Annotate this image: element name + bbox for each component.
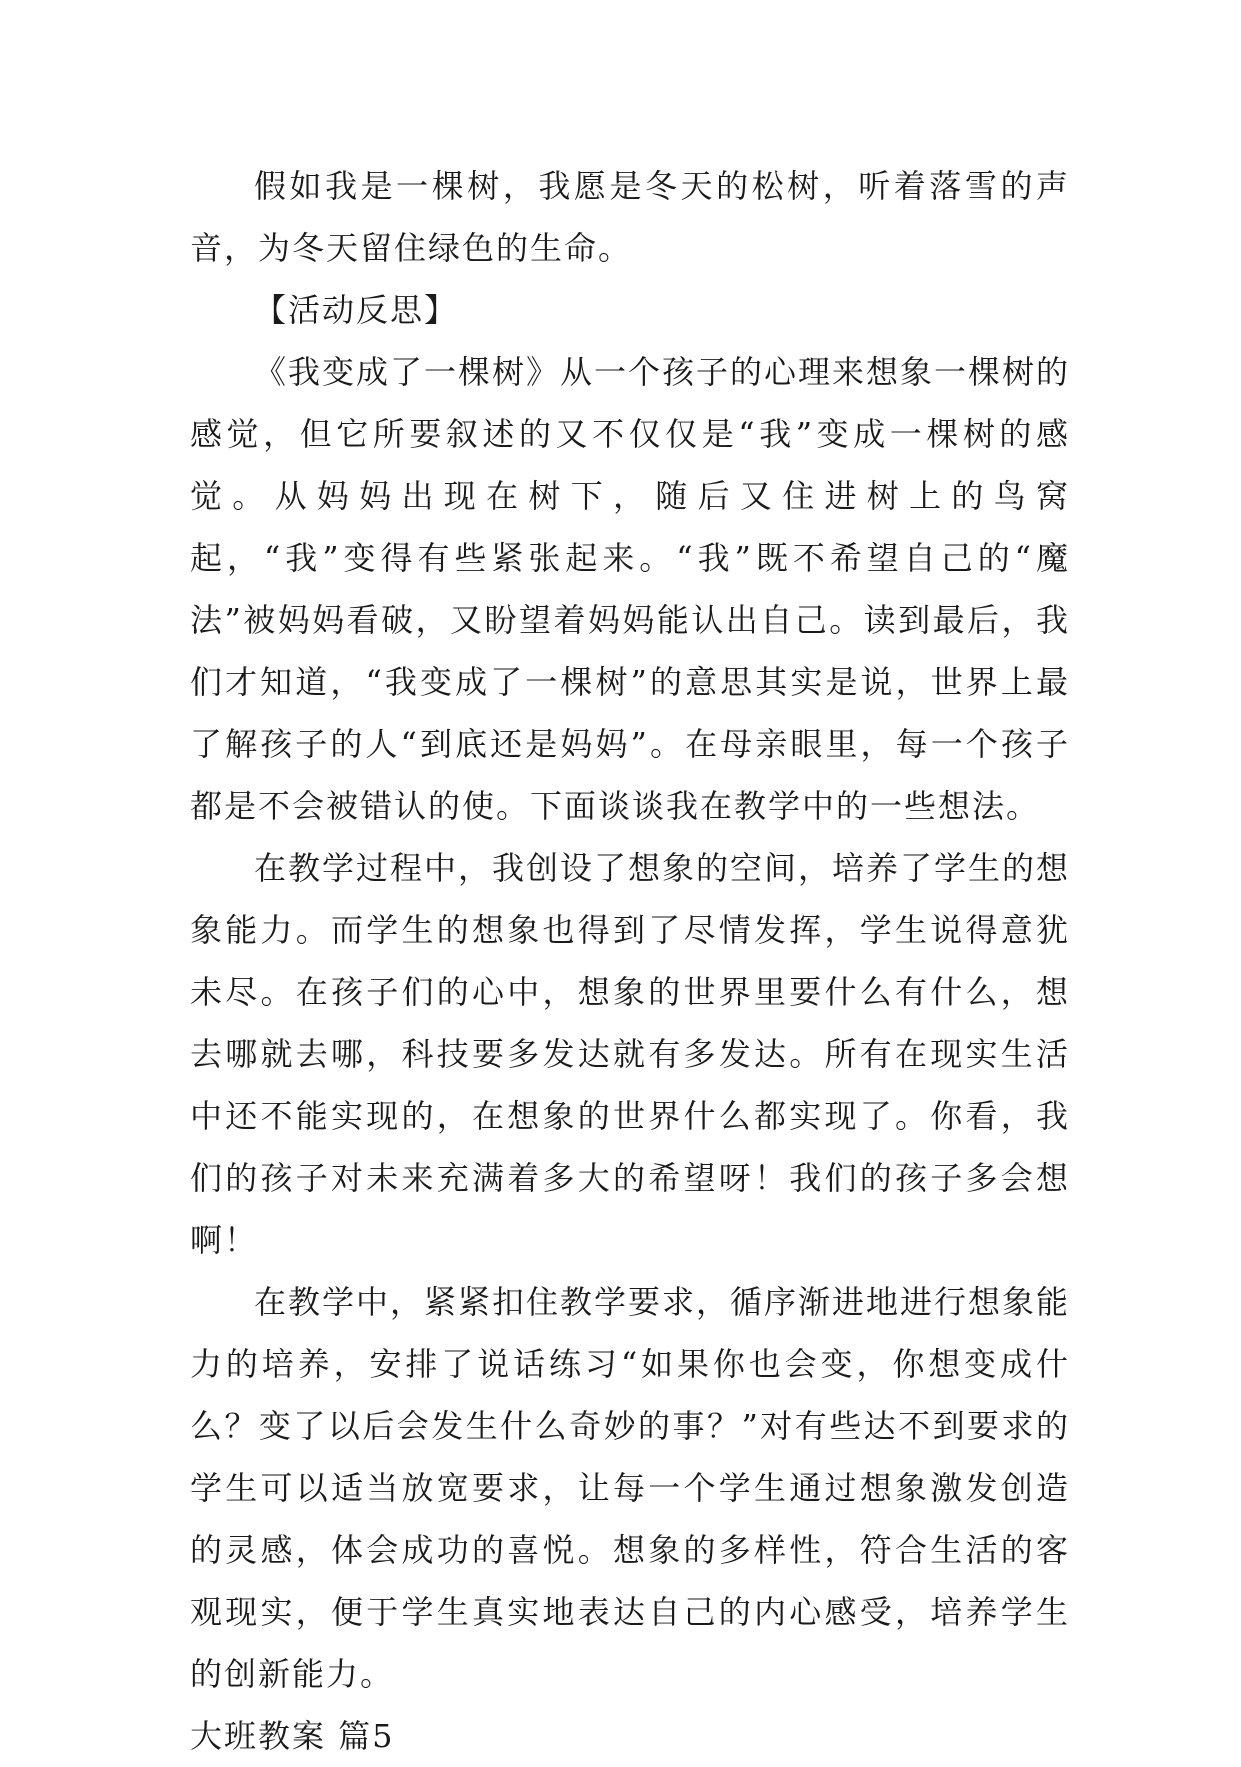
paragraph-imagination-space: 在教学过程中，我创设了想象的空间，培养了学生的想象能力。而学生的想象也得到了尽情发挥，学生说得意犹未尽。在孩子们的心中，想象的世界里要什么有什么，想去哪就去哪，科技要多发达就有多发达。所有在现实生活中还不能实现的，在想象的世界什么都实现了。你看，我们的孩子对未来充满着多大的希望呀！我们的孩子多会想啊！ [190,849,1071,1259]
paragraph-book-reflection: 《我变成了一棵树》从一个孩子的心理来想象一棵树的感觉，但它所要叙述的又不仅仅是“我”变成一棵树的感觉。从妈妈出现在树下，随后又住进树上的鸟窝起，“我”变得有些紧张起来。“我”既不希望自己的“魔法”被妈妈看破，又盼望着妈妈能认出自己。读到最后，我们才知道，“我变成了一棵树”的意思其实是说，世界上最了解孩子的人“到底还是妈妈”。在母亲眼里，每一个孩子都是不会被错认的使。下面谈谈我在教学中的一些想法。 [190,353,1071,825]
paragraph-pine-tree: 假如我是一棵树，我愿是冬天的松树，听着落雪的声音，为冬天留住绿色的生命。 [190,167,1070,267]
document-body [190,155,1070,1767]
paragraph-teaching-requirements: 在教学中，紧紧扣住教学要求，循序渐进地进行想象能力的培养，安排了说话练习“如果你也会变，你想变成什么？变了以后会发生什么奇妙的事？”对有些达不到要求的学生可以适当放宽要求，让每一个学生通过想象激发创造的灵感，体会成功的喜悦。想象的多样性，符合生活的客观现实，便于学生真实地表达自己的内心感受，培养学生的创新能力。 [190,1283,1071,1693]
section-title-lesson-plan-5: 大班教案 篇5 [190,1717,395,1755]
section-heading-reflection: 【活动反思】 [254,291,459,329]
